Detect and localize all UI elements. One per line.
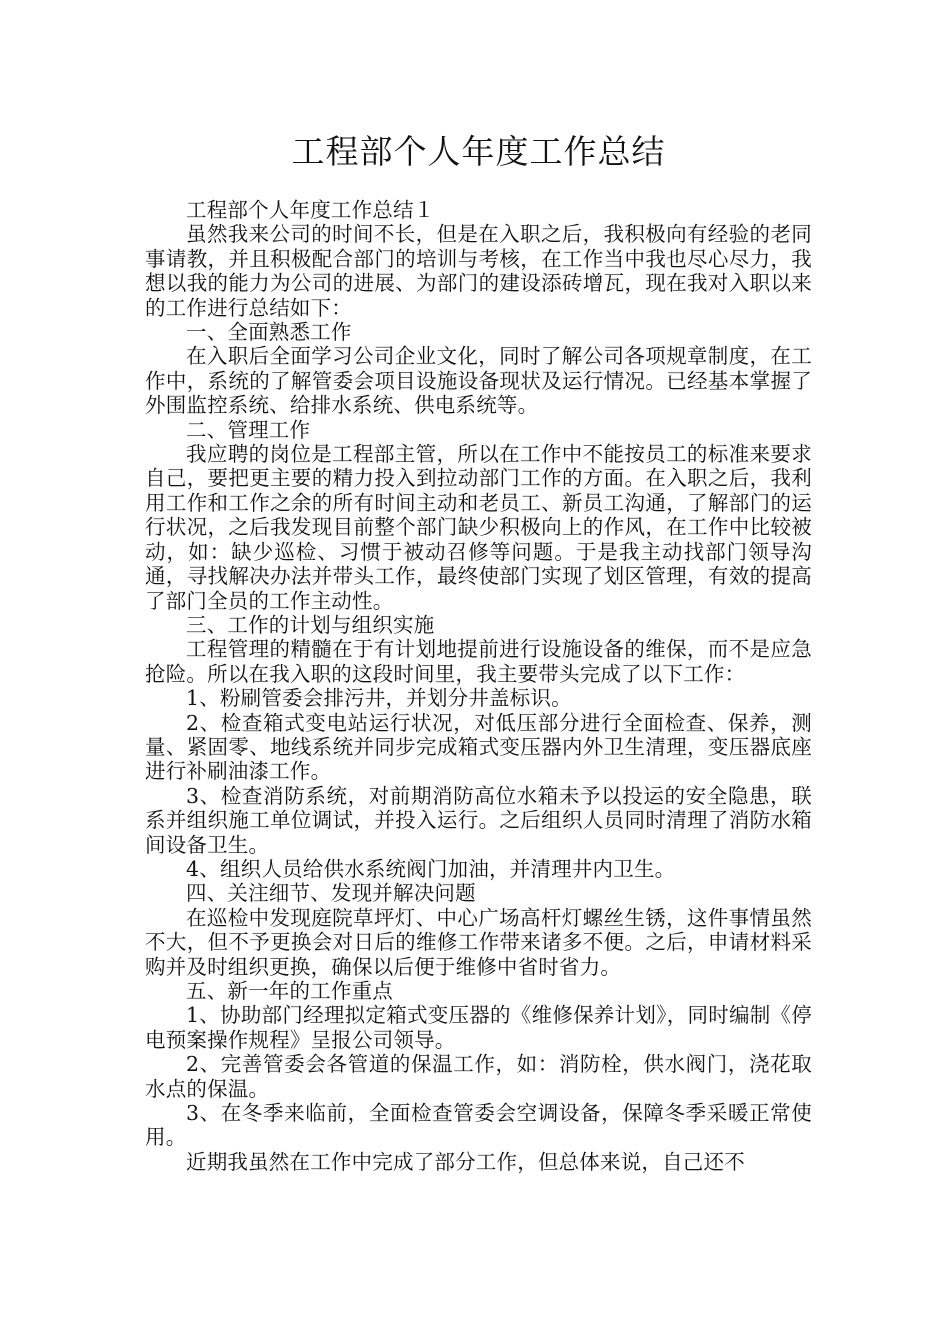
document-body — [145, 198, 812, 1174]
section-heading-3: 三、工作的计划与组织实施 — [186, 612, 435, 637]
intro-paragraph: 虽然我来公司的时间不长，但是在入职之后，我积极向有经验的老同事请教，并且积极配合部门的培训与考核，在工作当中我也尽心尽力，我想以我的能力为公司的进展、为部门的建设添砖增瓦，现在我对入职以来的工作进行总结如下： — [145, 222, 812, 320]
list-item: 1、协助部门经理拟定箱式变压器的《维修保养计划》，同时编制《停电预案操作规程》呈报公司领导。 — [145, 1003, 812, 1052]
section-heading-4: 四、关注细节、发现并解决问题 — [186, 881, 476, 906]
list-item: 4、组织人员给供水系统阀门加油，并清理井内卫生。 — [186, 856, 676, 881]
list-item: 3、检查消防系统，对前期消防高位水箱未予以投运的安全隐患，联系并组织施工单位调试，并投入运行。之后组织人员同时清理了消防水箱间设备卫生。 — [145, 783, 812, 857]
list-item: 2、检查箱式变电站运行状况，对低压部分进行全面检查、保养，测量、紧固零、地线系统并同步完成箱式变压器内外卫生清理，变压器底座进行补刷油漆工作。 — [145, 710, 812, 784]
section-heading-2: 二、管理工作 — [186, 417, 311, 442]
section-heading-1: 一、全面熟悉工作 — [186, 320, 352, 345]
section-4-paragraph: 在巡检中发现庭院草坪灯、中心广场高杆灯螺丝生锈，这件事情虽然不大，但不予更换会对日后的维修工作带来诸多不便。之后，申请材料采购并及时组织更换，确保以后便于维修中省时省力。 — [145, 905, 812, 979]
document-page — [145, 128, 812, 1174]
subtitle-paragraph: 工程部个人年度工作总结１ — [186, 198, 435, 222]
list-item: 3、在冬季来临前，全面检查管委会空调设备，保障冬季采暖正常使用。 — [145, 1101, 812, 1150]
document-title: 工程部个人年度工作总结 — [291, 132, 666, 171]
list-item: 2、完善管委会各管道的保温工作，如：消防栓，供水阀门，浇花取水点的保温。 — [145, 1052, 812, 1101]
closing-paragraph: 近期我虽然在工作中完成了部分工作，但总体来说，自己还不 — [186, 1149, 745, 1174]
section-3-paragraph: 工程管理的精髓在于有计划地提前进行设施设备的维保，而不是应急抢险。所以在我入职的这段时间里，我主要带头完成了以下工作： — [145, 637, 812, 686]
section-1-paragraph: 在入职后全面学习公司企业文化，同时了解公司各项规章制度，在工作中，系统的了解管委会项目设施设备现状及运行情况。已经基本掌握了外围监控系统、给排水系统、供电系统等。 — [145, 344, 812, 418]
section-heading-5: 五、新一年的工作重点 — [186, 979, 393, 1003]
list-item: 1、粉刷管委会排污井，并划分井盖标识。 — [186, 686, 572, 711]
section-2-paragraph: 我应聘的岗位是工程部主管，所以在工作中不能按员工的标准来要求自己，要把更主要的精力投入到拉动部门工作的方面。在入职之后，我利用工作和工作之余的所有时间主动和老员工、新员工沟通，了解部门的运行状况，之后我发现目前整个部门缺少积极向上的作风，在工作中比较被动，如：缺少巡检、习惯于被动召修等问题。于是我主动找部门领导沟通，寻找解决办法并带头工作，最终使部门实现了划区管理，有效的提高了部门全员的工作主动性。 — [145, 442, 812, 613]
